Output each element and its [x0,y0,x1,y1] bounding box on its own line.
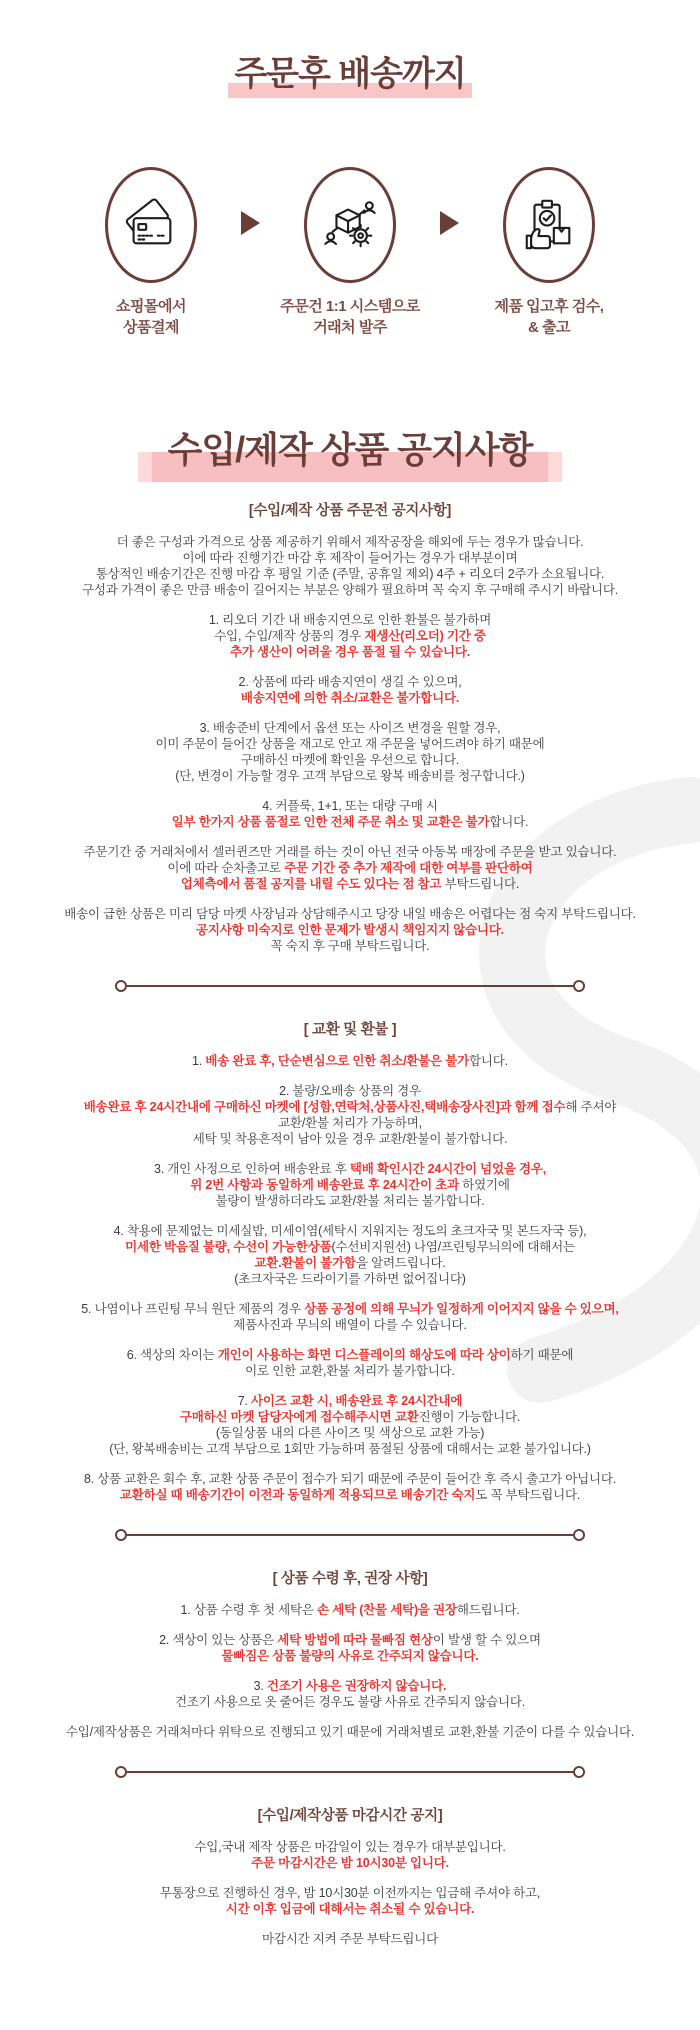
notice-text: 합니다. [469,1054,508,1068]
notice-text: 8. 상품 교환은 회수 후, 교환 상품 주문이 접수가 되기 때문에 주문이 들어간 후 즉시 출고가 아닙니다. [83,1472,617,1486]
notice-text: 2. 상품에 따라 배송지연이 생길 수 있으며, [238,675,462,689]
notice-text-emphasis: 건조기 사용은 권장하지 않습니다. [266,1679,447,1693]
notice-content [0,499,700,1947]
notice-line [20,1161,680,1177]
notice-line [20,1678,680,1694]
notice-text: 합니다. [489,815,529,829]
notice-line [20,1632,680,1648]
notice-text: 이에 따라 순차출고로 [167,861,285,875]
notice-text: 수입, 수입/제작 상품의 경우 [214,629,365,643]
notice-text: (초크자국은 드라이기를 가하면 없어집니다) [234,1272,466,1286]
notice-line [20,1347,680,1363]
notice-text: 이 발생 할 수 있으며 [432,1633,541,1647]
notice-text: 이로 인한 교환,환불 처리가 불가합니다. [245,1364,455,1378]
notice-text: (수선비지원선) 나염/프린팅무늬의에 대해서는 [331,1240,575,1254]
notice-line [20,798,680,814]
notice-text-emphasis: 배송지연에 의한 취소/교환은 불가합니다. [240,691,460,705]
notice-text: 세탁 및 착용흔적이 남아 있을 경우 교환/환불이 불가합니다. [192,1132,508,1146]
notice-line [20,752,680,768]
notice-paragraph [20,798,680,830]
notice-paragraph [20,1602,680,1618]
notice-line [20,1131,680,1147]
notice-text: 마감시간 지켜 주문 부탁드립니다 [261,1932,439,1946]
notice-line [20,1487,680,1503]
notice-text: 7. [237,1394,252,1408]
notice-title-text: 수입/제작 상품 공지사항 [167,429,533,470]
notice-text: 3. [253,1679,267,1693]
section-heading: [수입/제작 상품 주문전 공지사항] [248,503,452,519]
notice-line [20,1083,680,1099]
notice-line [20,768,680,784]
notice-paragraph [20,1724,680,1740]
divider-dot [115,1529,127,1541]
notice-paragraph [20,906,680,954]
notice-paragraph [20,720,680,784]
notice-line [20,1441,680,1457]
notice-line [20,1271,680,1287]
notice-text: 제품사진과 무늬의 배열이 다를 수 있습니다. [233,1318,467,1332]
notice-paragraph [20,612,680,660]
notice-text: (단, 변경이 가능할 경우 고객 부담으로 왕복 배송비를 청구합니다.) [175,769,525,783]
notice-paragraph [20,1161,680,1209]
section-heading: [수입/제작상품 마감시간 공지] [257,1808,443,1824]
notice-line [20,1648,680,1664]
notice-text: 6. 색상의 차이는 [126,1348,218,1362]
notice-text: 불량이 발생하더라도 교환/환불 처리는 불가합니다. [215,1194,485,1208]
notice-text: 하기 때문에 [510,1348,574,1362]
notice-text-emphasis: 시간 이후 입금에 대해서는 취소될 수 있습니다. [225,1902,475,1916]
notice-line [20,814,680,830]
notice-paragraph [20,1632,680,1664]
notice-text: 5. 나염이나 프린팅 무늬 원단 제품의 경우 [81,1302,305,1316]
notice-text-emphasis: 공지사항 미숙지로 인한 문제가 발생시 책임지지 않습니다. [196,923,504,937]
notice-text: 2. 색상이 있는 상품은 [159,1633,278,1647]
notice-line [20,736,680,752]
section-divider [115,1766,585,1778]
notice-line [20,674,680,690]
notice-line [20,1099,680,1115]
notice-text-emphasis: 위 2번 사항과 동일하게 배송완료 후 24시간이 초과 [190,1178,459,1192]
notice-line [20,1053,680,1069]
step-label [116,296,186,338]
notice-text: 배송이 급한 상품은 미리 담당 마켓 사장님과 상담해주시고 당장 내일 배송은 어렵다는 점 숙지 부탁드립니다. [64,907,636,921]
notice-line [20,938,680,954]
notice-line [20,860,680,876]
notice-text: 건조기 사용으로 옷 줄어든 경우도 불량 사유로 간주되지 않습니다. [174,1695,526,1709]
step-circle [503,167,595,283]
notice-paragraph [20,1885,680,1917]
notice-line [20,582,680,598]
divider-line [127,1534,573,1536]
notice-text: 4. 커플룩, 1+1, 또는 대량 구매 시 [262,799,438,813]
divider-dot [115,980,127,992]
step-arrow-icon [440,211,459,235]
notice-text: 2. 불량/오배송 상품의 경우 [279,1084,421,1098]
notice-text-emphasis: 개인이 사용하는 화면 디스플레이의 해상도에 따라 상이 [217,1348,511,1362]
notice-line [20,534,680,550]
notice-paragraph [20,1678,680,1710]
notice-line [20,1239,680,1255]
notice-paragraph [20,1931,680,1947]
notice-text: 이미 주문이 들어간 상품을 재고로 안고 재 주문을 넣어드려야 하기 때문에 [155,737,545,751]
step-label-line: 주문건 1:1 시스템으로 [280,298,420,315]
notice-text-emphasis: 배송완료 후 24시간내에 구매하신 마켓에 [성함,연락처,상품사진,택배송장사진]과 함께 접수 [83,1100,566,1114]
notice-text: 3. 개인 사정으로 인하여 배송완료 후 [153,1162,350,1176]
notice-line [20,1393,680,1409]
notice-text: 부탁드립니다. [444,877,520,891]
notice-title [168,422,533,473]
notice-text: 을 알려드립니다. [355,1256,446,1270]
notice-line [20,1471,680,1487]
credit-card-icon [122,196,180,254]
notice-line [20,844,680,860]
section-heading: [ 상품 수령 후, 권장 사항] [272,1571,428,1587]
notice-line [20,1409,680,1425]
step-label-line: 거래처 발주 [313,319,387,336]
notice-text: 하였기에 [459,1178,510,1192]
notice-line [20,1694,680,1710]
notice-line [20,1839,680,1855]
notice-text-emphasis: 미세한 박음질 불량, 수선이 가능한상품 [125,1240,332,1254]
order-system-icon [321,196,379,254]
notice-line [20,720,680,736]
notice-text: 1. 상품 수령 후 첫 세탁은 [180,1603,318,1617]
notice-paragraph [20,1053,680,1069]
notice-text-emphasis: 손 세탁 (찬물 세탁)을 권장 [317,1603,457,1617]
order-flow-steps [0,167,700,338]
notice-text-emphasis: 택배 확인시간 24시간이 넘었을 경우, [349,1162,547,1176]
step-label-line: 쇼핑몰에서 [116,298,186,315]
notice-text-emphasis: 재생산(리오더) 기간 중 [364,629,486,643]
notice-line [20,1602,680,1618]
notice-paragraph [20,1393,680,1457]
notice-text: 꼭 숙지 후 구매 부탁드립니다. [270,939,430,953]
notice-line [20,1223,680,1239]
notice-paragraph [20,1347,680,1379]
notice-line [20,1177,680,1193]
divider-line [127,985,573,987]
notice-line [20,1855,680,1871]
section-divider [115,1529,585,1541]
step-label [280,296,419,338]
notice-line [20,612,680,628]
notice-line [20,1255,680,1271]
notice-text-emphasis: 구매하신 마켓 담당자에게 접수해주시면 교환 [179,1410,419,1424]
notice-paragraph [20,1083,680,1147]
notice-text-emphasis: 추가 생산이 어려울 경우 품절 될 수 있습니다. [230,645,470,659]
notice-line [20,1363,680,1379]
divider-dot [573,1766,585,1778]
divider-dot [115,1766,127,1778]
notice-text: 구성과 가격이 좋은 만큼 배송이 길어지는 부분은 양해가 필요하며 꼭 숙지 후 구매해 주시기 바랍니다. [82,583,618,597]
notice-paragraph [20,1301,680,1333]
notice-text: 해 주셔야 [565,1100,617,1114]
flow-step-payment [63,167,239,338]
notice-text: 4. 착용에 문제없는 미세실밥, 미세이염(세탁시 지워지는 정도의 초크자국 및 본드자국 등), [113,1224,587,1238]
step-circle [105,167,197,283]
divider-line [127,1771,573,1773]
notice-text: 주문기간 중 거래처에서 셀러퀸즈만 거래를 하는 것이 아닌 전국 아동복 매장에 주문을 받고 있습니다. [83,845,617,859]
notice-text-emphasis: 주문 마감시간은 밤 10시30분 입니다. [251,1856,449,1870]
notice-line [20,1301,680,1317]
notice-paragraph [20,534,680,598]
notice-line [20,1724,680,1740]
notice-paragraph [20,674,680,706]
notice-text: 도 꼭 부탁드립니다. [475,1488,581,1502]
notice-text: 1. 리오더 기간 내 배송지연으로 인한 환불은 불가하며 [208,613,492,627]
notice-text-emphasis: 배송 완료 후, 단순변심으로 인한 취소/환불은 불가 [205,1054,470,1068]
notice-text-emphasis: 사이즈 교환 시, 배송완료 후 24시간내에 [251,1394,463,1408]
notice-text-emphasis: 교환.환불이 불가함 [254,1256,356,1270]
notice-text-emphasis: 업체측에서 품절 공지를 내릴 수도 있다는 점 참고 [180,877,445,891]
flow-title [234,46,465,95]
notice-line [20,906,680,922]
notice-line [20,1317,680,1333]
notice-line [20,1901,680,1917]
notice-line [20,550,680,566]
notice-line [20,1193,680,1209]
notice-paragraph [20,1471,680,1503]
notice-line [20,1931,680,1947]
step-label-line: 상품결제 [123,319,179,336]
step-arrow-icon [241,211,260,235]
notice-line [20,628,680,644]
flow-step-inspection [461,167,637,338]
notice-text: 3. 배송준비 단계에서 옵션 또는 사이즈 변경을 원할 경우, [199,721,501,735]
notice-text: 1. [192,1054,206,1068]
notice-text-emphasis: 주문 기간 중 추가 제작에 대한 여부를 판단하여 [284,861,533,875]
section-heading: [ 교환 및 환불 ] [303,1022,397,1038]
notice-paragraph [20,844,680,892]
notice-text-emphasis: 일부 한가지 상품 품절로 인한 전체 주문 취소 및 교환은 불가 [171,815,490,829]
notice-line [20,1115,680,1131]
notice-line [20,1425,680,1441]
notice-text: 구매하신 마켓에 확인을 우선으로 합니다. [240,753,460,767]
notice-text: 더 좋은 구성과 가격으로 상품 제공하기 위해서 제작공장을 해외에 두는 경우가 많습니다. [116,535,584,549]
notice-line [20,1885,680,1901]
notice-line [20,876,680,892]
notice-text-emphasis: 물빠짐은 상품 불량의 사유로 간주되지 않습니다. [221,1649,479,1663]
notice-text: (단, 왕복배송비는 고객 부담으로 1회만 가능하며 품절된 상품에 대해서는 교환 불가입니다.) [109,1442,591,1456]
notice-text-emphasis: 교환하실 때 배송기간이 이전과 동일하게 적용되므로 배송기간 숙지 [119,1488,476,1502]
receive-inspect-icon [520,196,578,254]
notice-text: 진행이 가능합니다. [418,1410,521,1424]
flow-step-order-system [262,167,438,338]
section-divider [115,980,585,992]
notice-paragraph [20,1223,680,1287]
notice-text: (동일상품 내의 다른 사이즈 및 색상으로 교환 가능) [215,1426,485,1440]
step-label [495,296,604,338]
notice-text-emphasis: 상품 공정에 의해 무늬가 일정하게 이어지지 않을 수 있으며, [304,1302,619,1316]
notice-text: 무통장으로 진행하신 경우, 밤 10시30분 이전까지는 입금해 주셔야 하고, [159,1886,541,1900]
step-label-line: & 출고 [528,319,570,336]
notice-text: 교환/환불 처리가 가능하며, [278,1116,422,1130]
notice-text: 수입,국내 제작 상품은 마감일이 있는 경우가 대부분입니다. [194,1840,506,1854]
notice-text: 통상적인 배송기간은 진행 마감 후 평일 기준 (주말, 공휴일 제외) 4주 + 리오더 2주가 소요됩니다. [95,567,605,581]
notice-text: 수입/제작상품은 거래처마다 위탁으로 진행되고 있기 때문에 거래처별로 교환,환불 기준이 다를 수 있습니다. [65,1725,635,1739]
notice-text-emphasis: 세탁 방법에 따라 물빠짐 현상 [277,1633,433,1647]
notice-line [20,690,680,706]
step-circle [304,167,396,283]
notice-text: 이에 따라 진행기간 마감 후 제작이 들어가는 경우가 대부분이며 [182,551,518,565]
notice-line [20,644,680,660]
flow-title-text: 주문후 배송까지 [234,55,466,93]
notice-text: 해드립니다. [456,1603,520,1617]
divider-dot [573,1529,585,1541]
divider-dot [573,980,585,992]
notice-paragraph [20,1839,680,1871]
notice-line [20,566,680,582]
notice-line [20,922,680,938]
step-label-line: 제품 입고후 검수, [494,298,604,315]
